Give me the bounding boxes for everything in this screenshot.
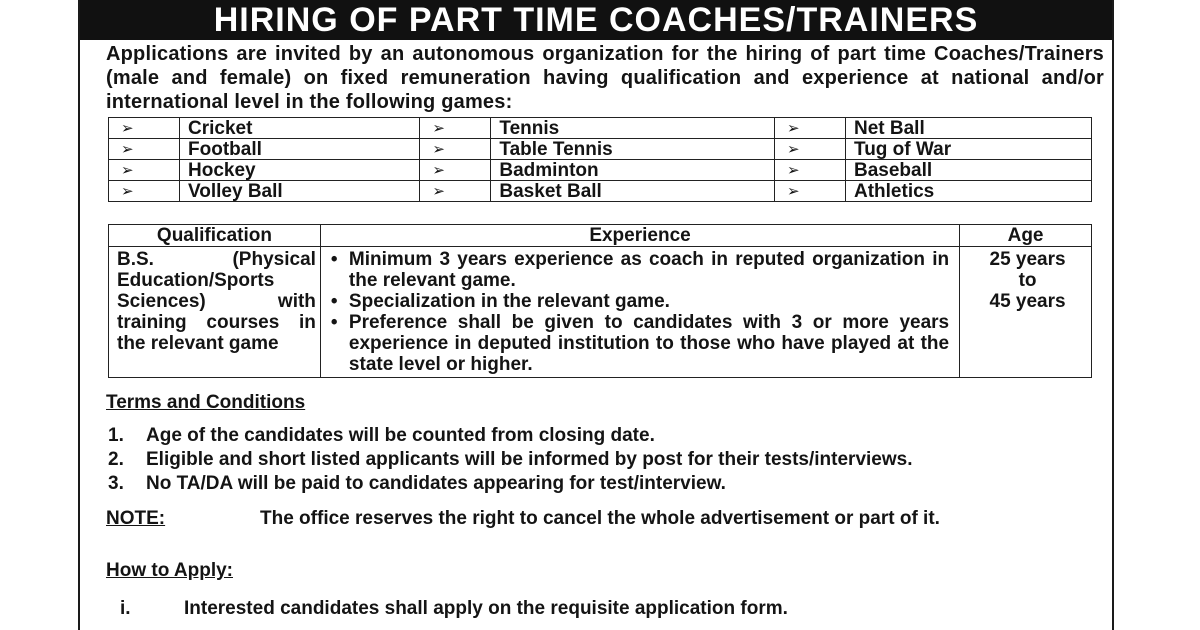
arrow-icon: ➢ [775, 181, 846, 202]
arrow-icon: ➢ [109, 181, 180, 202]
term-number: 2. [108, 449, 124, 470]
requirements-table [108, 224, 1092, 378]
arrow-icon: ➢ [420, 139, 491, 160]
arrow-icon: ➢ [420, 181, 491, 202]
game-name: Football [180, 139, 420, 160]
experience-item: • Minimum 3 years experience as coach in reputed organization in the relevant game. [329, 249, 955, 291]
games-row [109, 139, 1092, 160]
apply-list [120, 597, 1100, 620]
arrow-icon: ➢ [109, 160, 180, 181]
experience-cell [320, 247, 959, 378]
game-name: Badminton [491, 160, 775, 181]
requirements-row [109, 247, 1092, 378]
arrow-icon: ➢ [109, 118, 180, 139]
arrow-icon: ➢ [420, 118, 491, 139]
experience-header: Experience [320, 225, 959, 247]
age-to: to [1018, 270, 1037, 291]
list-item [108, 448, 1098, 472]
terms-list [108, 424, 1098, 496]
experience-item: • Specialization in the relevant game. [329, 291, 955, 312]
age-header: Age [960, 225, 1092, 247]
age-min: 25 years [989, 249, 1066, 270]
list-item [108, 424, 1098, 448]
arrow-icon: ➢ [775, 118, 846, 139]
game-name: Tug of War [846, 139, 1092, 160]
games-row [109, 181, 1092, 202]
game-name: Tennis [491, 118, 775, 139]
game-name: Volley Ball [180, 181, 420, 202]
arrow-icon: ➢ [775, 139, 846, 160]
experience-item: • Preference shall be given to candidates with 3 or more years experience in deputed institution to those who have played at the state level or higher. [329, 312, 955, 375]
advertisement-page [78, 0, 1114, 630]
game-name: Basket Ball [491, 181, 775, 202]
term-text: Eligible and short listed applicants will be informed by post for their tests/interviews. [146, 449, 913, 470]
apply-text: Interested candidates shall apply on the requisite application form. [184, 598, 788, 619]
qualification-header: Qualification [109, 225, 321, 247]
note [106, 508, 1106, 530]
arrow-icon: ➢ [420, 160, 491, 181]
games-row [109, 160, 1092, 181]
apply-heading: How to Apply: [106, 560, 233, 581]
game-name: Table Tennis [491, 139, 775, 160]
qualification-cell: B.S. (Physical Education/Sports Sciences) with training courses in the relevant game [109, 247, 321, 378]
apply-number: i. [120, 598, 131, 619]
requirements-header-row [109, 225, 1092, 247]
note-label: NOTE: [106, 508, 166, 529]
game-name: Hockey [180, 160, 420, 181]
arrow-icon: ➢ [775, 160, 846, 181]
age-max: 45 years [989, 291, 1066, 312]
note-text: The office reserves the right to cancel the whole advertisement or part of it. [260, 508, 940, 529]
list-item [120, 597, 1100, 620]
game-name: Net Ball [846, 118, 1092, 139]
age-cell [960, 247, 1092, 378]
games-row [109, 118, 1092, 139]
list-item [108, 472, 1098, 496]
term-text: No TA/DA will be paid to candidates appearing for test/interview. [146, 473, 726, 494]
terms-heading: Terms and Conditions [106, 392, 306, 413]
term-number: 3. [108, 473, 124, 494]
game-name: Athletics [846, 181, 1092, 202]
game-name: Baseball [846, 160, 1092, 181]
games-table [108, 117, 1092, 202]
intro-paragraph: Applications are invited by an autonomous organization for the hiring of part time Coaches/Trainers (male and female) on fixed remuneration having qualification and experience at national and/or international level in the following games: [106, 43, 1104, 113]
page-title: HIRING OF PART TIME COACHES/TRAINERS [80, 0, 1112, 40]
arrow-icon: ➢ [109, 139, 180, 160]
game-name: Cricket [180, 118, 420, 139]
term-number: 1. [108, 425, 124, 446]
term-text: Age of the candidates will be counted from closing date. [146, 425, 655, 446]
